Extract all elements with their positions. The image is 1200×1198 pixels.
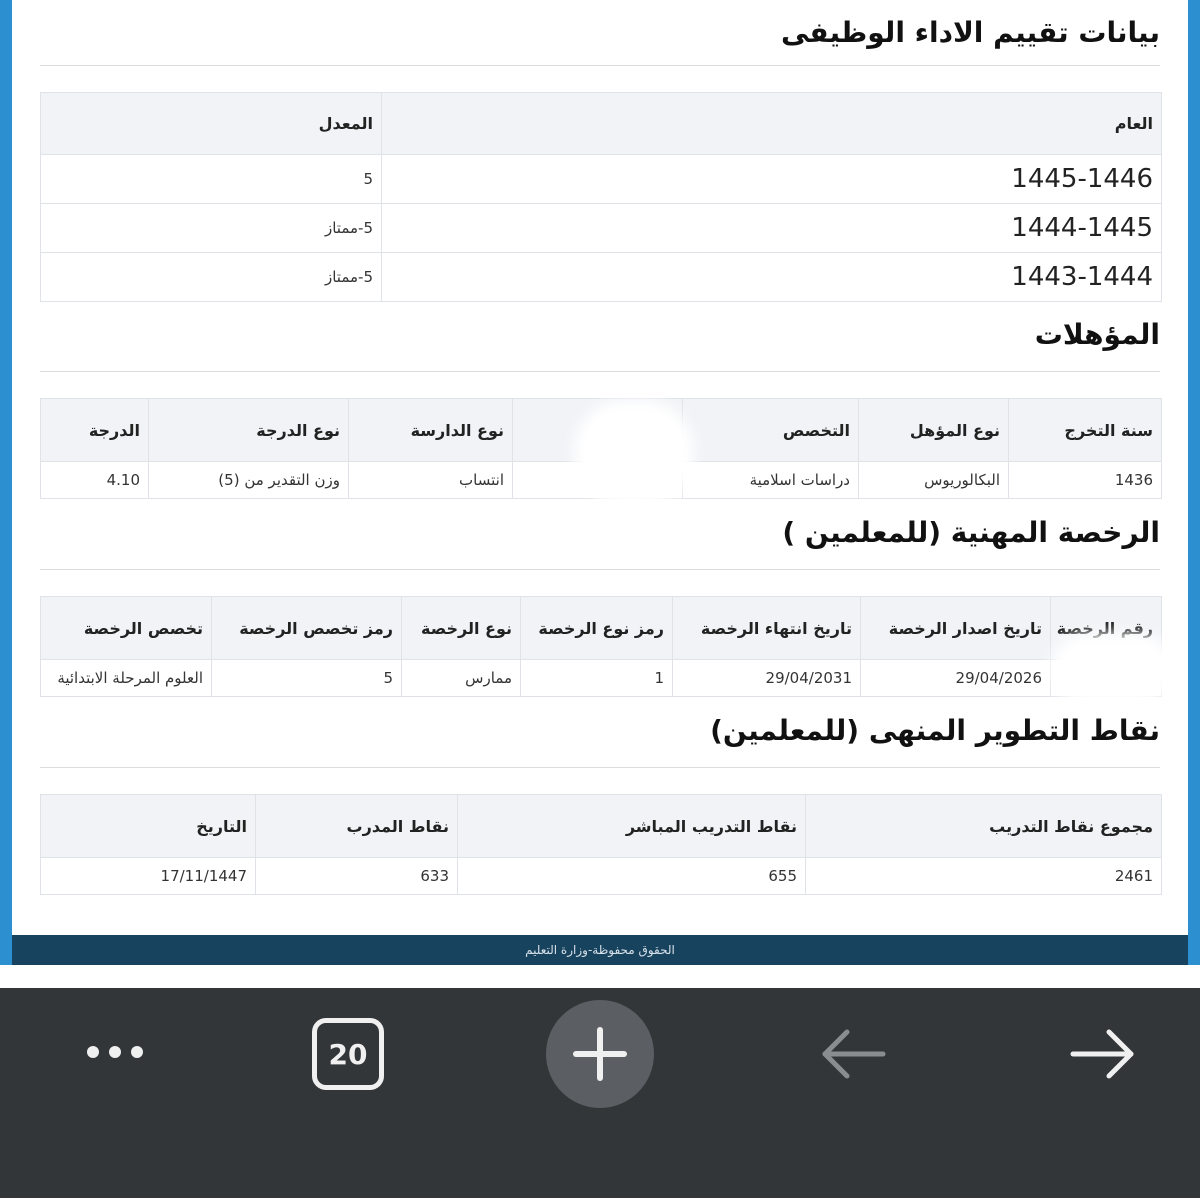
column-header-grade: الدرجة: [41, 399, 149, 462]
direct-training-points-cell: 655: [458, 858, 806, 895]
graduation-year-cell: 1436: [1009, 462, 1162, 499]
column-header-grade-type: نوع الدرجة: [149, 399, 349, 462]
table-header-row: [41, 597, 1162, 660]
rating-cell: 5-ممتاز: [41, 204, 382, 253]
page-footer: الحقوق محفوظة-وزارة التعليم: [12, 935, 1188, 965]
column-header-trainer-points: نقاط المدرب: [256, 795, 458, 858]
trainer-points-cell: 633: [256, 858, 458, 895]
tab-count: 20: [328, 1037, 368, 1071]
date-cell: 17/11/1447: [41, 858, 256, 895]
performance-divider: [40, 65, 1160, 66]
plus-icon[interactable]: [546, 1000, 654, 1108]
table-header-row: [41, 93, 1162, 155]
performance-section-title: بيانات تقييم الاداء الوظيفى: [780, 16, 1160, 49]
issue-date-cell: 29/04/2026: [861, 660, 1051, 697]
rating-cell: 5-ممتاز: [41, 253, 382, 302]
back-arrow-icon[interactable]: [816, 1018, 888, 1090]
column-header-specialty-code: رمز تخصص الرخصة: [212, 597, 402, 660]
column-header-license-specialty: تخصص الرخصة: [41, 597, 212, 660]
total-training-points-cell: 2461: [806, 858, 1162, 895]
license-type-cell: ممارس: [402, 660, 521, 697]
license-section-title: الرخصة المهنية (للمعلمين ): [782, 516, 1160, 549]
screen-gap: [0, 965, 1200, 988]
major-cell: دراسات اسلامية: [683, 462, 859, 499]
qualification-type-cell: البكالوريوس: [859, 462, 1009, 499]
table-row: [41, 155, 1162, 204]
forward-arrow-icon[interactable]: [1068, 1018, 1140, 1090]
development-section-title: نقاط التطوير المنهى (للمعلمين): [710, 714, 1160, 747]
grade-type-cell: وزن التقدير من (5): [149, 462, 349, 499]
year-cell: 1444-1445: [382, 204, 1162, 253]
table-header-row: [41, 795, 1162, 858]
study-type-cell: انتساب: [349, 462, 513, 499]
column-header-license-type: نوع الرخصة: [402, 597, 521, 660]
column-header-qualification-type: نوع المؤهل: [859, 399, 1009, 462]
page-content: [12, 0, 1188, 935]
specialty-code-cell: 5: [212, 660, 402, 697]
development-table: [40, 794, 1162, 895]
column-header-total-training-points: مجموع نقاط التدريب: [806, 795, 1162, 858]
table-row: [41, 204, 1162, 253]
column-header-expiry-date: تاريخ انتهاء الرخصة: [673, 597, 861, 660]
column-header-date: التاريخ: [41, 795, 256, 858]
column-header-rating: المعدل: [41, 93, 382, 155]
year-cell: 1445-1446: [382, 155, 1162, 204]
license-table: [40, 596, 1162, 697]
development-divider: [40, 767, 1160, 768]
column-header-major: التخصص: [683, 399, 859, 462]
column-header-year: العام: [382, 93, 1162, 155]
table-row: [41, 253, 1162, 302]
qualifications-section-title: المؤهلات: [1034, 318, 1160, 351]
column-header-license-number: رقم الرخصة: [1051, 597, 1162, 660]
expiry-date-cell: 29/04/2031: [673, 660, 861, 697]
window-edge-right: [1188, 0, 1200, 965]
redaction-blur: [1060, 644, 1164, 694]
year-cell: 1443-1444: [382, 253, 1162, 302]
tabs-icon[interactable]: [312, 1018, 384, 1090]
license-divider: [40, 569, 1160, 570]
column-header-license-type-code: رمز نوع الرخصة: [521, 597, 673, 660]
qualifications-divider: [40, 371, 1160, 372]
performance-table: [40, 92, 1162, 302]
license-specialty-cell: العلوم المرحلة الابتدائية: [41, 660, 212, 697]
column-header-study-type: نوع الدارسة: [349, 399, 513, 462]
table-row: [41, 660, 1162, 697]
column-header-graduation-year: سنة التخرج: [1009, 399, 1162, 462]
more-icon[interactable]: [80, 1030, 150, 1074]
browser-toolbar: [0, 988, 1200, 1198]
rating-cell: 5: [41, 155, 382, 204]
grade-cell: 4.10: [41, 462, 149, 499]
table-row: [41, 858, 1162, 895]
license-type-code-cell: 1: [521, 660, 673, 697]
redaction-blur: [584, 410, 684, 496]
column-header-direct-training-points: نقاط التدريب المباشر: [458, 795, 806, 858]
column-header-issue-date: تاريخ اصدار الرخصة: [861, 597, 1051, 660]
